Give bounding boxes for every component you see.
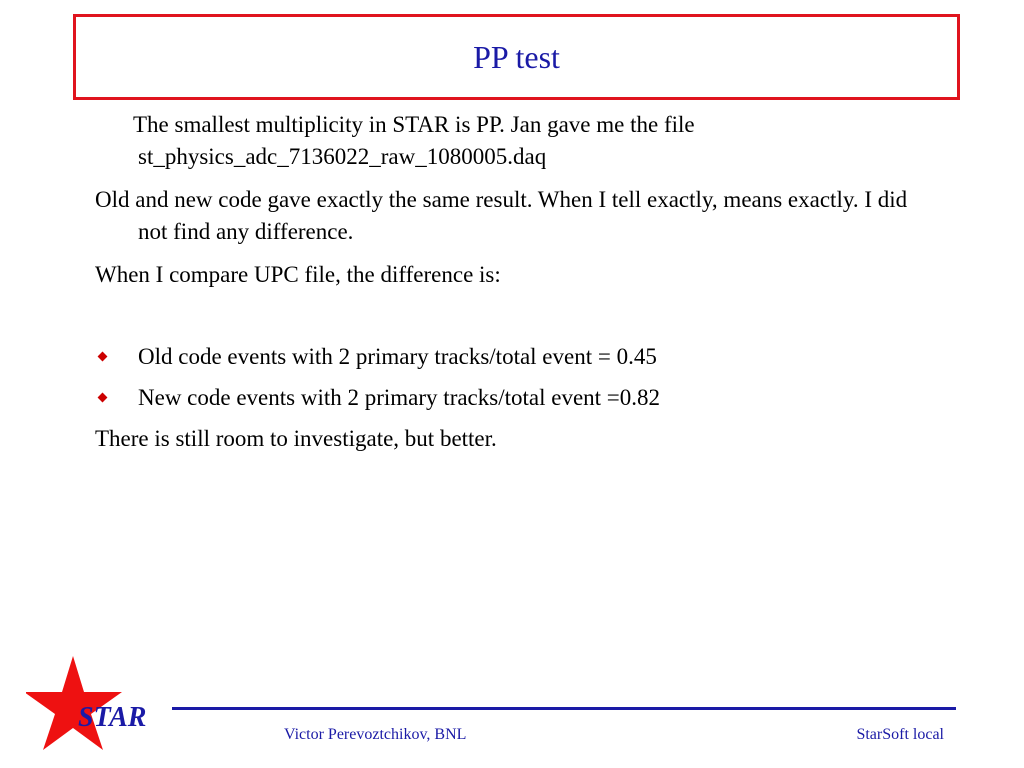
footer-divider	[172, 707, 956, 710]
slide-title: PP test	[473, 39, 560, 75]
paragraph-result: Old and new code gave exactly the same result. When I tell exactly, means exactly. I did not find any difference.	[95, 187, 908, 244]
paragraph-closing: There is still room to investigate, but better.	[95, 426, 497, 451]
title-box	[73, 14, 960, 100]
bullet-text: Old code events with 2 primary tracks/total event = 0.45	[138, 344, 657, 369]
paragraph-upc: When I compare UPC file, the difference is:	[95, 262, 501, 287]
paragraph-intro: The smallest multiplicity in STAR is PP. Jan gave me the file st_physics_adc_7136022_raw_1080005.daq	[133, 112, 695, 169]
diamond-bullet-icon	[98, 393, 108, 403]
footer-project: StarSoft local	[856, 726, 944, 743]
bullet-text: New code events with 2 primary tracks/total event =0.82	[138, 385, 661, 410]
diamond-bullet-icon	[98, 352, 108, 362]
star-logo-text: STAR	[78, 702, 147, 733]
footer-author: Victor Perevoztchikov, BNL	[284, 726, 467, 743]
